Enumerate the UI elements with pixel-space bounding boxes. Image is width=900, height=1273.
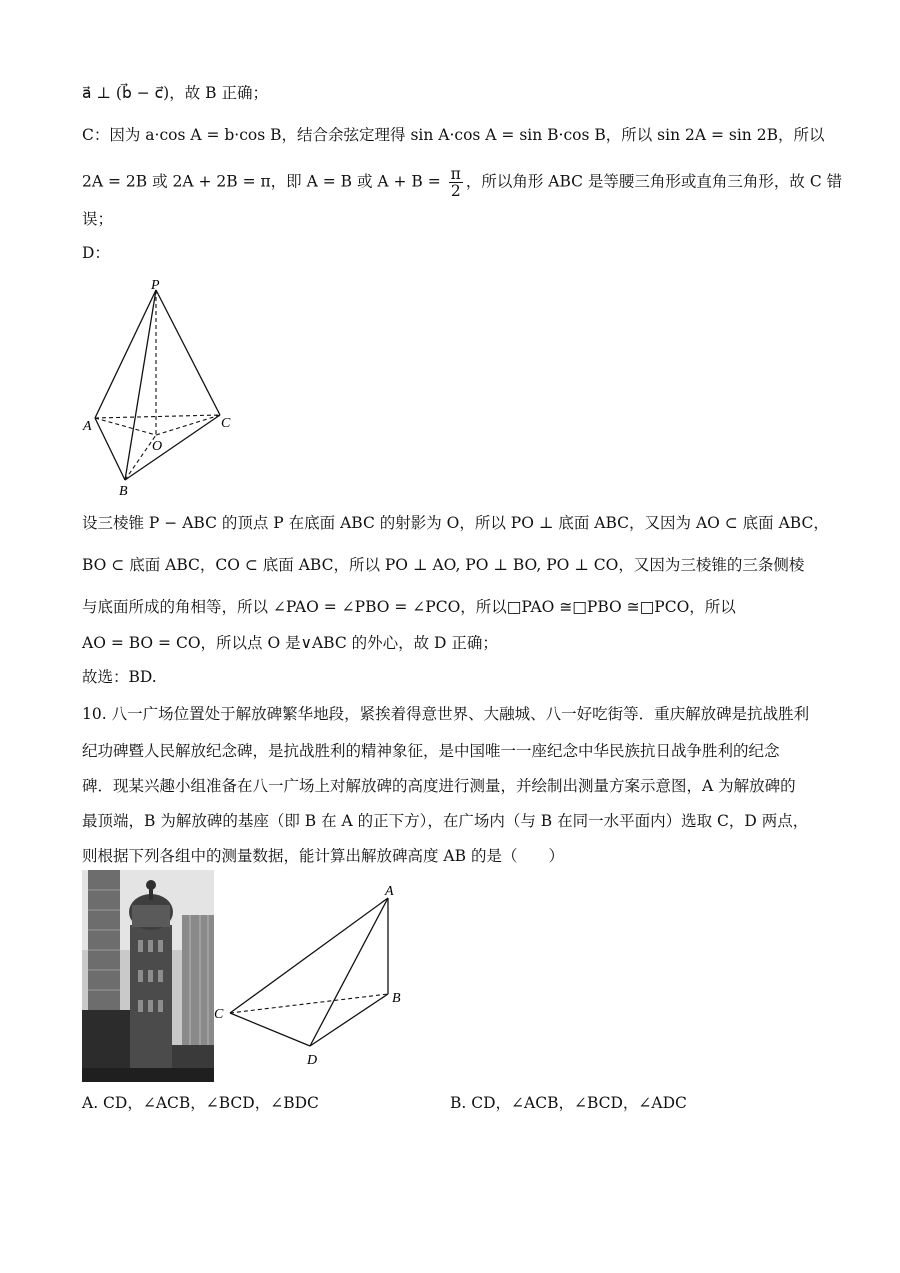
label-b: B xyxy=(392,991,401,1006)
text-line-11: 10. 八一广场位置处于解放碑繁华地段，紧挨着得意世界、大融城、八一好吃街等．重庆解放碑是抗战胜利 xyxy=(82,705,810,723)
text-line-10: 故选：BD. xyxy=(82,668,157,686)
text-line-9: AO = BO = CO，所以点 O 是∨ABC 的外心，故 D 正确； xyxy=(82,634,498,652)
text-line-15: 则根据下列各组中的测量数据，能计算出解放碑高度 AB 的是（ ） xyxy=(82,847,564,865)
monument-photo xyxy=(82,870,214,1082)
text-line-3b: ，所以角形 ABC 是等腰三角形或直角三角形，故 C 错 xyxy=(465,172,843,191)
measurement-figure xyxy=(210,878,410,1073)
option-b: B. CD，∠ACB，∠BCD，∠ADC xyxy=(450,1094,687,1112)
text-line-1: a⃗ ⊥ (b⃗ − c⃗)，故 B 正确； xyxy=(82,84,268,102)
text-line-8: 与底面所成的角相等，所以 ∠PAO = ∠PBO = ∠PCO，所以□PAO ≅□PBO ≅□PCO，所以 xyxy=(82,598,736,616)
text-line-7: BO ⊂ 底面 ABC，CO ⊂ 底面 ABC，所以 PO ⊥ AO, PO ⊥ BO, PO ⊥ CO，又因为三棱锥的三条侧棱 xyxy=(82,556,805,574)
pyramid-figure xyxy=(80,275,250,500)
label-b: B xyxy=(119,484,128,499)
pi-over-2 xyxy=(449,166,463,199)
label-a: A xyxy=(83,419,92,434)
label-d: D xyxy=(307,1053,318,1068)
text-line-2: C：因为 a·cos A = b·cos B，结合余弦定理得 sin A·cos A = sin B·cos B，所以 sin 2A = sin 2B，所以 xyxy=(82,126,825,144)
label-a: A xyxy=(385,884,394,899)
text-line-4: 误； xyxy=(82,210,114,228)
text-line-3a: 2A = 2B 或 2A + 2B = π，即 A = B 或 A + B = xyxy=(82,172,446,191)
label-p: P xyxy=(151,278,160,293)
text-line-5: D： xyxy=(82,244,110,262)
text-line-13: 碑．现某兴趣小组准备在八一广场上对解放碑的高度进行测量，并绘制出测量方案示意图，A 为解放碑的 xyxy=(82,777,796,795)
text-line-6: 设三棱锥 P − ABC 的顶点 P 在底面 ABC 的射影为 O，所以 PO ⊥ 底面 ABC，又因为 AO ⊂ 底面 ABC， xyxy=(82,514,829,532)
text-line-14: 最顶端，B 为解放碑的基座（即 B 在 A 的正下方），在广场内（与 B 在同一水平面内）选取 C，D 两点， xyxy=(82,812,809,830)
option-a: A. CD，∠ACB，∠BCD，∠BDC xyxy=(82,1094,319,1112)
frac-den: 2 xyxy=(450,182,461,200)
text-line-3 xyxy=(82,166,842,199)
text-line-12: 纪功碑暨人民解放纪念碑，是抗战胜利的精神象征，是中国唯一一座纪念中华民族抗日战争胜利的纪念 xyxy=(82,742,780,760)
label-c: C xyxy=(221,416,231,431)
label-o: O xyxy=(152,439,163,454)
frac-num: π xyxy=(450,165,461,183)
label-c: C xyxy=(214,1007,224,1022)
